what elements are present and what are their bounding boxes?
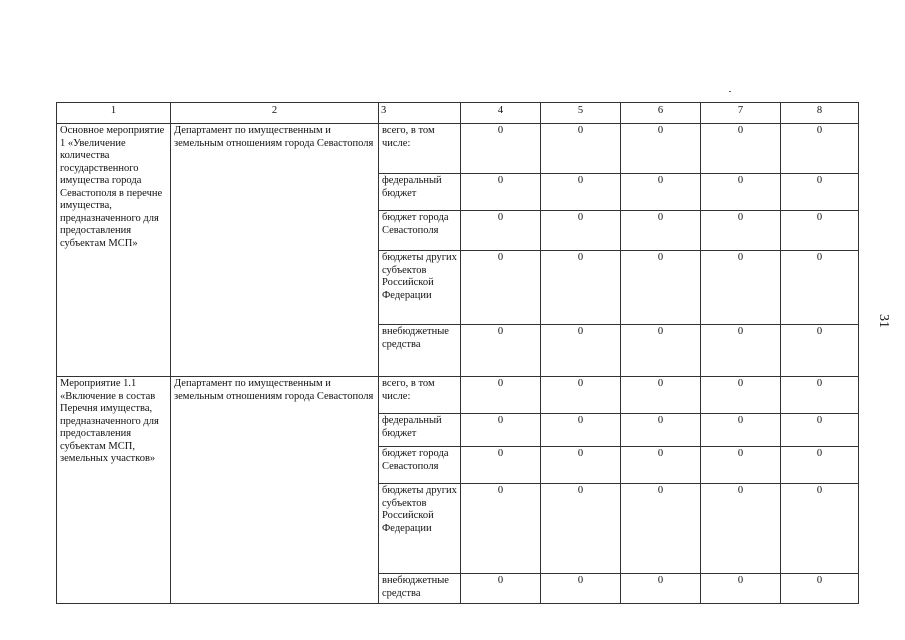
amount-cell: 0 [781,447,859,484]
amount-cell: 0 [541,484,621,574]
amount-cell: 0 [701,174,781,211]
amount-cell: 0 [541,414,621,447]
amount-cell: 0 [621,484,701,574]
amount-cell: 0 [541,377,621,414]
amount-cell: 0 [621,124,701,174]
amount-cell: 0 [781,251,859,325]
table-header-row [57,103,859,124]
amount-cell: 0 [461,124,541,174]
amount-cell: 0 [621,447,701,484]
amount-cell: 0 [701,124,781,174]
amount-cell: 0 [701,211,781,251]
amount-cell: 0 [621,211,701,251]
funding-source: внебюджетные средства [379,325,461,377]
amount-cell: 0 [461,251,541,325]
budget-table [56,102,859,604]
amount-cell: 0 [461,484,541,574]
header-cell-1: 1 [57,103,171,124]
amount-cell: 0 [541,574,621,604]
funding-source: бюджеты других субъектов Российской Федерации [379,251,461,325]
header-cell-2: 2 [171,103,379,124]
amount-cell: 0 [701,447,781,484]
amount-cell: 0 [781,211,859,251]
responsible-department: Департамент по имущественным и земельным отношениям города Севастополя [171,124,379,377]
amount-cell: 0 [461,574,541,604]
header-cell-5: 5 [541,103,621,124]
amount-cell: 0 [621,174,701,211]
amount-cell: 0 [541,211,621,251]
amount-cell: 0 [701,325,781,377]
responsible-department: Департамент по имущественным и земельным отношениям города Севастополя [171,377,379,604]
amount-cell: 0 [781,574,859,604]
header-cell-7: 7 [701,103,781,124]
funding-source: внебюджетные средства [379,574,461,604]
amount-cell: 0 [461,211,541,251]
amount-cell: 0 [461,447,541,484]
funding-source: федеральный бюджет [379,414,461,447]
amount-cell: 0 [541,124,621,174]
amount-cell: 0 [621,251,701,325]
header-cell-4: 4 [461,103,541,124]
amount-cell: 0 [701,574,781,604]
page-number: 31 [876,314,891,328]
amount-cell: 0 [461,414,541,447]
funding-source: бюджеты других субъектов Российской Федерации [379,484,461,574]
activity-name: Мероприятие 1.1 «Включение в состав Перечня имущества, предназначенного для предоставления субъектам МСП, земельных участков» [57,377,171,604]
amount-cell: 0 [781,174,859,211]
amount-cell: 0 [541,251,621,325]
amount-cell: 0 [701,414,781,447]
amount-cell: 0 [781,414,859,447]
amount-cell: 0 [781,325,859,377]
table-row [57,124,859,174]
amount-cell: 0 [541,174,621,211]
amount-cell: 0 [621,325,701,377]
funding-source: бюджет города Севастополя [379,211,461,251]
amount-cell: 0 [621,414,701,447]
header-cell-6: 6 [621,103,701,124]
amount-cell: 0 [781,124,859,174]
amount-cell: 0 [621,574,701,604]
funding-source: бюджет города Севастополя [379,447,461,484]
header-cell-3: 3 [379,103,461,124]
amount-cell: 0 [701,377,781,414]
scan-speck [729,91,731,92]
amount-cell: 0 [781,377,859,414]
amount-cell: 0 [621,377,701,414]
amount-cell: 0 [461,325,541,377]
funding-source: всего, в том числе: [379,377,461,414]
amount-cell: 0 [701,251,781,325]
amount-cell: 0 [541,447,621,484]
amount-cell: 0 [701,484,781,574]
amount-cell: 0 [461,174,541,211]
table-body [57,124,859,604]
table-row [57,377,859,414]
header-cell-8: 8 [781,103,859,124]
funding-source: всего, в том числе: [379,124,461,174]
activity-name: Основное мероприятие 1 «Увеличение количества государственного имущества города Севастополя в перечне имущества, предназначенного для предоставления субъектам МСП» [57,124,171,377]
funding-source: федеральный бюджет [379,174,461,211]
amount-cell: 0 [781,484,859,574]
amount-cell: 0 [461,377,541,414]
amount-cell: 0 [541,325,621,377]
